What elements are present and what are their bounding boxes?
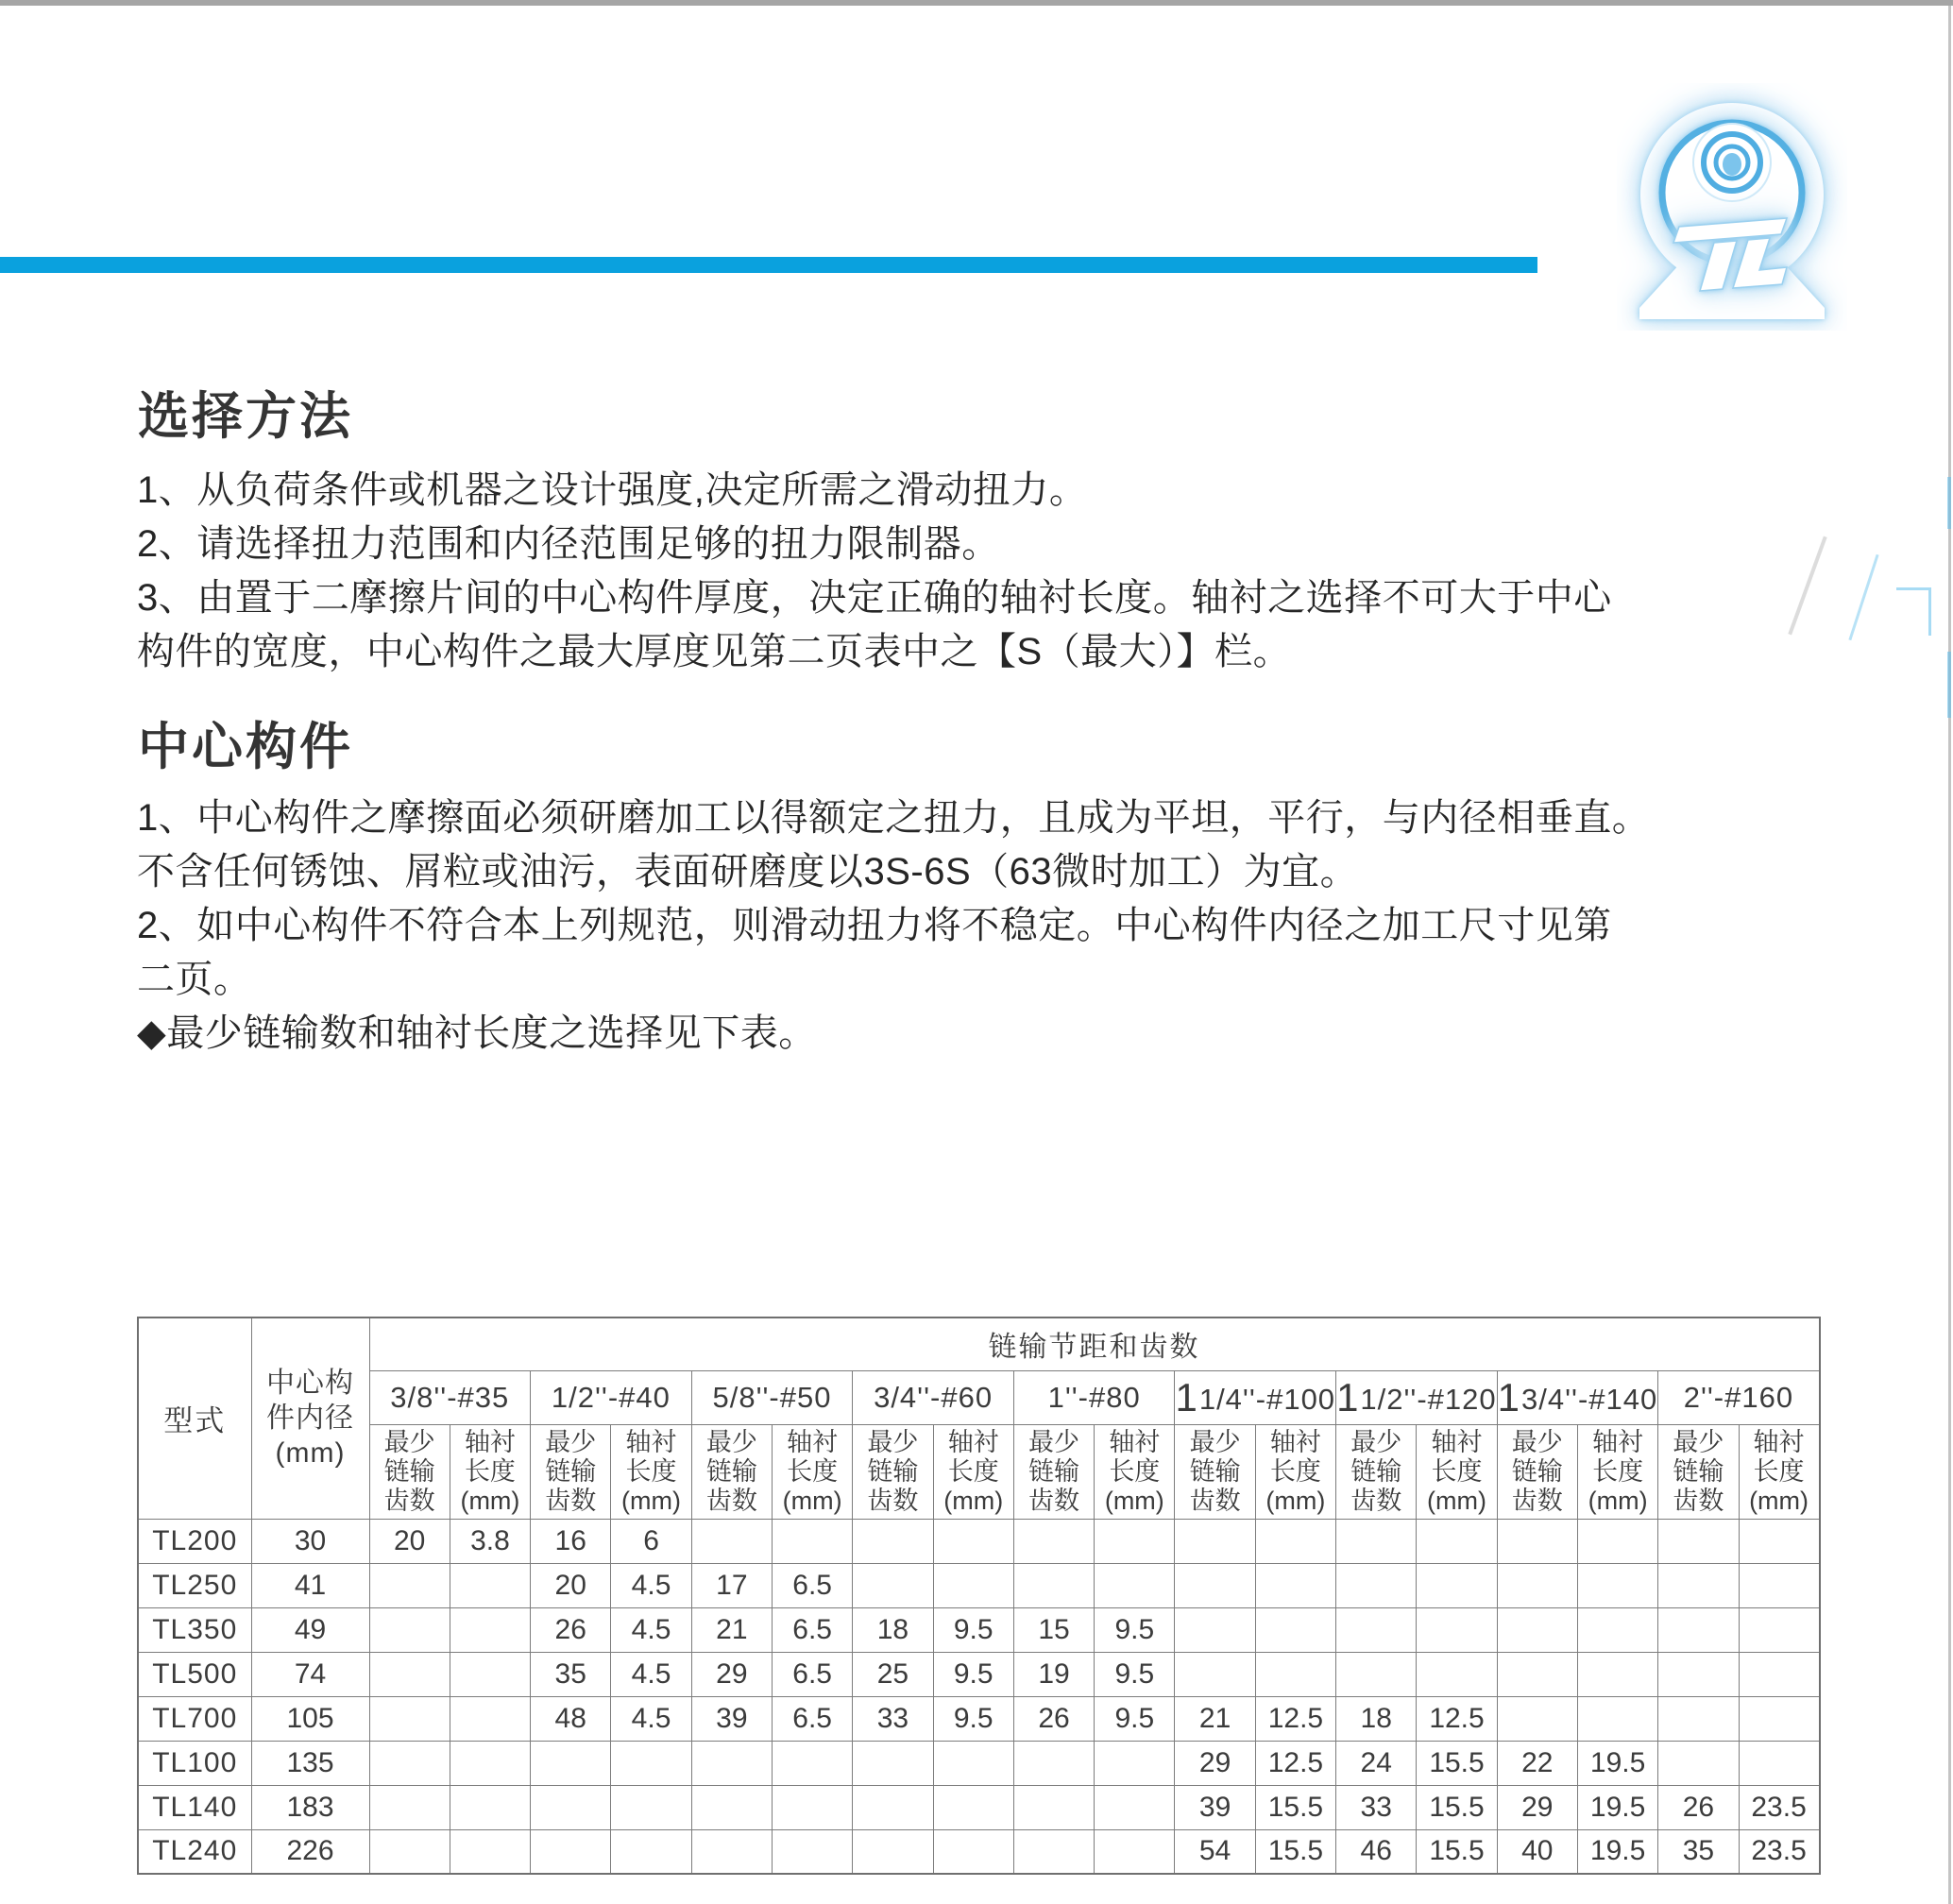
data-cell: [1255, 1652, 1335, 1696]
paragraph-line: ◆最少链输数和轴衬长度之选择见下表。: [137, 1012, 817, 1054]
pitch-group-header: 11/4''-#100: [1175, 1370, 1336, 1424]
model-cell: TL100: [138, 1741, 251, 1785]
data-cell: 15: [1013, 1607, 1094, 1652]
sub-header-min-teeth: 最少 链输 齿数: [691, 1424, 772, 1519]
data-cell: 9.5: [1095, 1607, 1175, 1652]
data-cell: 4.5: [611, 1696, 691, 1741]
data-cell: [1739, 1652, 1820, 1696]
data-cell: 26: [1013, 1696, 1094, 1741]
data-cell: [1497, 1607, 1577, 1652]
data-cell: 6.5: [772, 1696, 852, 1741]
table-row: [138, 1829, 1820, 1874]
data-cell: 39: [1175, 1785, 1255, 1829]
data-cell: [1175, 1652, 1255, 1696]
data-cell: [1013, 1741, 1094, 1785]
data-cell: 19: [1013, 1652, 1094, 1696]
pitch-group-header: 2''-#160: [1658, 1370, 1820, 1424]
data-cell: 26: [1658, 1785, 1739, 1829]
table-row: [138, 1785, 1820, 1829]
sub-header-bushing-length: 轴衬 长度 (mm): [1417, 1424, 1497, 1519]
model-cell: TL700: [138, 1696, 251, 1741]
data-cell: [1336, 1519, 1417, 1563]
sub-header-min-teeth: 最少 链输 齿数: [531, 1424, 611, 1519]
data-cell: 20: [531, 1563, 611, 1607]
data-cell: 12.5: [1417, 1696, 1497, 1741]
pitch-group-header: 3/4''-#60: [853, 1370, 1014, 1424]
sub-header-min-teeth: 最少 链输 齿数: [369, 1424, 450, 1519]
data-cell: 48: [531, 1696, 611, 1741]
data-cell: [531, 1829, 611, 1874]
tl-logo: [1617, 83, 1847, 331]
paragraph-line: 构件的宽度，中心构件之最大厚度见第二页表中之【S（最大）】栏。: [137, 631, 1292, 672]
paragraph-line: 1、中心构件之摩擦面必须研磨加工以得额定之扭力，且成为平坦，平行，与内径相垂直。: [137, 797, 1651, 839]
sprocket-selection-table: [137, 1317, 1821, 1875]
data-cell: [1417, 1519, 1497, 1563]
sub-header-bushing-length: 轴衬 长度 (mm): [611, 1424, 691, 1519]
data-cell: [531, 1741, 611, 1785]
bore-cell: 105: [251, 1696, 369, 1741]
data-cell: 9.5: [933, 1607, 1013, 1652]
data-cell: [531, 1785, 611, 1829]
data-cell: [853, 1563, 933, 1607]
data-cell: [772, 1785, 852, 1829]
sub-header-min-teeth: 最少 链输 齿数: [1336, 1424, 1417, 1519]
data-cell: [933, 1785, 1013, 1829]
scan-mark-corner: [1896, 587, 1931, 636]
bore-header-line: (mm): [275, 1437, 346, 1470]
data-cell: [450, 1785, 530, 1829]
data-cell: 15.5: [1417, 1829, 1497, 1874]
data-cell: 6.5: [772, 1563, 852, 1607]
pitch-group-header: 3/8''-#35: [369, 1370, 531, 1424]
data-cell: [1577, 1519, 1657, 1563]
data-cell: [853, 1519, 933, 1563]
model-cell: TL500: [138, 1652, 251, 1696]
data-cell: 29: [1175, 1741, 1255, 1785]
data-cell: [1175, 1519, 1255, 1563]
data-cell: 6.5: [772, 1652, 852, 1696]
data-cell: [1658, 1696, 1739, 1741]
data-cell: [1658, 1652, 1739, 1696]
sub-header-bushing-length: 轴衬 长度 (mm): [933, 1424, 1013, 1519]
data-cell: [369, 1652, 450, 1696]
data-cell: 26: [531, 1607, 611, 1652]
paragraph-line: 3、由置于二摩擦片间的中心构件厚度，决定正确的轴衬长度。轴衬之选择不可大于中心: [137, 577, 1612, 619]
data-cell: 4.5: [611, 1563, 691, 1607]
data-cell: [1095, 1829, 1175, 1874]
data-cell: [1739, 1563, 1820, 1607]
model-cell: TL140: [138, 1785, 251, 1829]
data-cell: [450, 1607, 530, 1652]
section1-paragraph: [137, 464, 1612, 679]
data-cell: 16: [531, 1519, 611, 1563]
span-header-pitch-teeth: 链输节距和齿数: [369, 1318, 1820, 1370]
data-cell: 9.5: [1095, 1696, 1175, 1741]
sub-header-bushing-length: 轴衬 长度 (mm): [1739, 1424, 1820, 1519]
data-cell: [369, 1607, 450, 1652]
model-cell: TL200: [138, 1519, 251, 1563]
bore-cell: 226: [251, 1829, 369, 1874]
data-cell: [691, 1785, 772, 1829]
data-cell: [1013, 1519, 1094, 1563]
data-cell: [369, 1696, 450, 1741]
data-cell: 15.5: [1417, 1785, 1497, 1829]
data-cell: 15.5: [1255, 1829, 1335, 1874]
data-cell: [1658, 1563, 1739, 1607]
pitch-group-header: 13/4''-#140: [1497, 1370, 1658, 1424]
table-row: [138, 1607, 1820, 1652]
data-cell: 6: [611, 1519, 691, 1563]
model-cell: TL350: [138, 1607, 251, 1652]
data-cell: [1658, 1741, 1739, 1785]
data-cell: [853, 1785, 933, 1829]
data-cell: [933, 1519, 1013, 1563]
data-cell: 33: [1336, 1785, 1417, 1829]
col-header-model: 型式: [138, 1318, 251, 1519]
data-cell: 19.5: [1577, 1741, 1657, 1785]
data-cell: 23.5: [1739, 1785, 1820, 1829]
tl-logo-graphic: [1617, 83, 1847, 331]
data-cell: 6.5: [772, 1607, 852, 1652]
section1-heading: 选择方法: [138, 388, 353, 445]
data-cell: 4.5: [611, 1652, 691, 1696]
sub-header-min-teeth: 最少 链输 齿数: [1658, 1424, 1739, 1519]
sub-header-bushing-length: 轴衬 长度 (mm): [1255, 1424, 1335, 1519]
data-cell: [1336, 1563, 1417, 1607]
logo-concentric-circles: [1693, 124, 1771, 201]
data-cell: 29: [1497, 1785, 1577, 1829]
data-cell: [933, 1563, 1013, 1607]
data-cell: [1095, 1563, 1175, 1607]
data-cell: [1577, 1607, 1657, 1652]
data-cell: 35: [531, 1652, 611, 1696]
data-cell: [1336, 1652, 1417, 1696]
data-cell: [1095, 1741, 1175, 1785]
data-cell: [1497, 1652, 1577, 1696]
data-cell: [691, 1741, 772, 1785]
pitch-group-header: 11/2''-#120: [1336, 1370, 1498, 1424]
paragraph-line: 2、请选择扭力范围和内径范围足够的扭力限制器。: [137, 523, 1000, 565]
sub-header-bushing-length: 轴衬 长度 (mm): [1577, 1424, 1657, 1519]
paragraph-line: 1、从负荷条件或机器之设计强度,决定所需之滑动扭力。: [137, 469, 1088, 511]
table-row: [138, 1696, 1820, 1741]
data-cell: 15.5: [1417, 1741, 1497, 1785]
data-cell: 19.5: [1577, 1829, 1657, 1874]
pitch-group-header: 5/8''-#50: [691, 1370, 853, 1424]
data-cell: 17: [691, 1563, 772, 1607]
data-cell: [450, 1829, 530, 1874]
data-cell: [369, 1829, 450, 1874]
data-cell: [611, 1785, 691, 1829]
col-header-bore: [251, 1318, 369, 1519]
data-cell: [1336, 1607, 1417, 1652]
table-row: [138, 1652, 1820, 1696]
data-cell: [933, 1741, 1013, 1785]
data-cell: [1255, 1519, 1335, 1563]
data-cell: [1175, 1607, 1255, 1652]
pitch-group-header: 1/2''-#40: [531, 1370, 692, 1424]
data-cell: 46: [1336, 1829, 1417, 1874]
data-cell: [1417, 1652, 1497, 1696]
scan-scratch-blue: [1848, 554, 1878, 640]
data-cell: 9.5: [933, 1696, 1013, 1741]
paragraph-line: 2、如中心构件不符合本上列规范，则滑动扭力将不稳定。中心构件内径之加工尺寸见第: [137, 905, 1612, 946]
table-row: [138, 1741, 1820, 1785]
data-cell: 4.5: [611, 1607, 691, 1652]
data-cell: [1417, 1563, 1497, 1607]
model-cell: TL240: [138, 1829, 251, 1874]
data-cell: 3.8: [450, 1519, 530, 1563]
top-gray-bar: [0, 0, 1953, 6]
data-cell: [1497, 1696, 1577, 1741]
data-cell: [1497, 1519, 1577, 1563]
data-cell: [772, 1741, 852, 1785]
data-cell: 54: [1175, 1829, 1255, 1874]
data-cell: 22: [1497, 1741, 1577, 1785]
data-cell: [1658, 1519, 1739, 1563]
data-cell: [1013, 1785, 1094, 1829]
sub-header-bushing-length: 轴衬 长度 (mm): [1095, 1424, 1175, 1519]
data-cell: 20: [369, 1519, 450, 1563]
paragraph-line: 二页。: [137, 959, 252, 1000]
data-cell: [691, 1829, 772, 1874]
data-cell: 25: [853, 1652, 933, 1696]
data-cell: 29: [691, 1652, 772, 1696]
pitch-whole-number: 1: [1336, 1374, 1360, 1420]
scan-scratch: [1788, 536, 1826, 636]
data-cell: [1739, 1519, 1820, 1563]
bore-header-line: 中心构: [266, 1368, 354, 1400]
pitch-group-header: 1''-#80: [1013, 1370, 1175, 1424]
data-cell: 39: [691, 1696, 772, 1741]
data-cell: 15.5: [1255, 1785, 1335, 1829]
sub-header-min-teeth: 最少 链输 齿数: [1497, 1424, 1577, 1519]
data-cell: [450, 1741, 530, 1785]
sub-header-bushing-length: 轴衬 长度 (mm): [450, 1424, 530, 1519]
data-cell: [611, 1741, 691, 1785]
cyan-accent-bar: [0, 257, 1537, 273]
data-cell: 35: [1658, 1829, 1739, 1874]
data-cell: [450, 1696, 530, 1741]
pitch-whole-number: 1: [1497, 1374, 1521, 1420]
data-cell: [1255, 1607, 1335, 1652]
bore-header-line: 件内径: [266, 1402, 354, 1435]
data-cell: [1175, 1563, 1255, 1607]
data-cell: [1577, 1652, 1657, 1696]
section2-paragraph: [137, 791, 1650, 1061]
data-cell: [933, 1829, 1013, 1874]
data-cell: 9.5: [1095, 1652, 1175, 1696]
data-cell: [853, 1741, 933, 1785]
section2-heading: 中心构件: [138, 719, 353, 775]
data-cell: [1739, 1741, 1820, 1785]
bore-cell: 74: [251, 1652, 369, 1696]
data-cell: 21: [1175, 1696, 1255, 1741]
data-cell: [369, 1785, 450, 1829]
data-cell: 21: [691, 1607, 772, 1652]
data-cell: [1417, 1607, 1497, 1652]
pitch-whole-number: 1: [1175, 1374, 1198, 1420]
data-cell: 18: [1336, 1696, 1417, 1741]
data-cell: [1095, 1785, 1175, 1829]
data-cell: [1739, 1607, 1820, 1652]
table-row: [138, 1519, 1820, 1563]
data-cell: [1658, 1607, 1739, 1652]
data-cell: [1013, 1829, 1094, 1874]
model-cell: TL250: [138, 1563, 251, 1607]
sub-header-min-teeth: 最少 链输 齿数: [1013, 1424, 1094, 1519]
bore-cell: 41: [251, 1563, 369, 1607]
data-cell: 24: [1336, 1741, 1417, 1785]
data-cell: 9.5: [933, 1652, 1013, 1696]
bore-cell: 183: [251, 1785, 369, 1829]
bore-cell: 49: [251, 1607, 369, 1652]
data-cell: [611, 1829, 691, 1874]
data-cell: [772, 1829, 852, 1874]
data-cell: 18: [853, 1607, 933, 1652]
data-cell: [853, 1829, 933, 1874]
data-cell: [1739, 1696, 1820, 1741]
data-cell: 33: [853, 1696, 933, 1741]
data-cell: [1013, 1563, 1094, 1607]
bore-cell: 30: [251, 1519, 369, 1563]
data-cell: 40: [1497, 1829, 1577, 1874]
sub-header-bushing-length: 轴衬 长度 (mm): [772, 1424, 852, 1519]
data-cell: 12.5: [1255, 1741, 1335, 1785]
sub-header-min-teeth: 最少 链输 齿数: [1175, 1424, 1255, 1519]
data-cell: [691, 1519, 772, 1563]
paragraph-line: 不含任何锈蚀、屑粒或油污，表面研磨度以3S-6S（63微时加工）为宜。: [137, 851, 1359, 892]
data-cell: [1577, 1696, 1657, 1741]
sub-header-min-teeth: 最少 链输 齿数: [853, 1424, 933, 1519]
data-cell: [772, 1519, 852, 1563]
data-cell: [369, 1741, 450, 1785]
data-cell: 23.5: [1739, 1829, 1820, 1874]
page-right-edge-line: [1948, 6, 1951, 1904]
data-cell: [1577, 1563, 1657, 1607]
data-cell: 19.5: [1577, 1785, 1657, 1829]
bore-cell: 135: [251, 1741, 369, 1785]
data-cell: [1255, 1563, 1335, 1607]
data-cell: [450, 1652, 530, 1696]
data-cell: 12.5: [1255, 1696, 1335, 1741]
table-row: [138, 1563, 1820, 1607]
data-cell: [450, 1563, 530, 1607]
data-cell: [1095, 1519, 1175, 1563]
data-cell: [369, 1563, 450, 1607]
data-cell: [1497, 1563, 1577, 1607]
